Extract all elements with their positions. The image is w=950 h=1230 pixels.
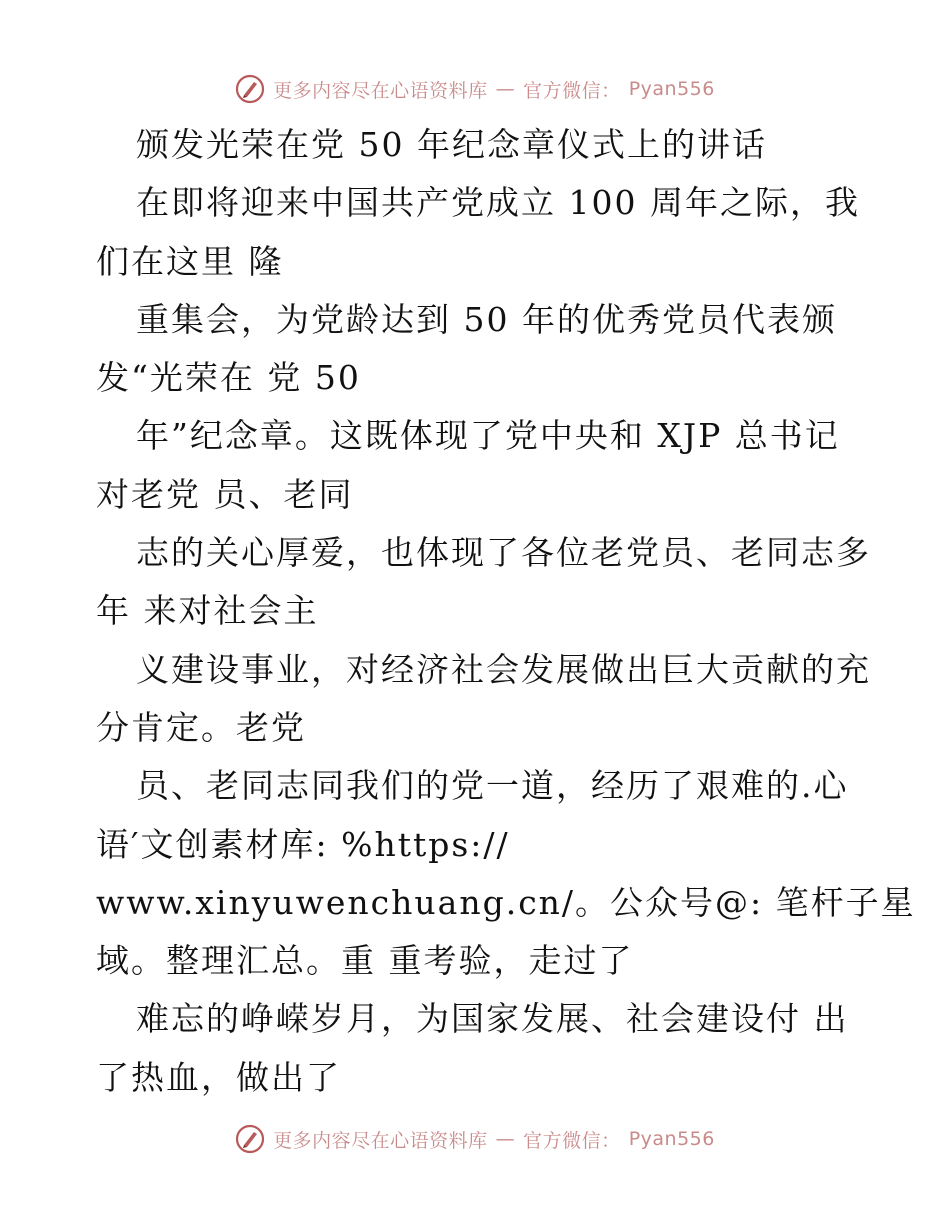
text-line: 域。整理汇总。重 重考验，走过了 xyxy=(96,941,634,981)
watermark-separator: — xyxy=(495,78,516,100)
watermark-brand: 更多内容尽在心语资料库 xyxy=(273,1129,488,1152)
text-line: 语′文创素材库: %https:// xyxy=(96,824,510,864)
watermark-separator: — xyxy=(495,1128,516,1150)
text-line: www.xinyuwenchuang.cn/。公众号@: 笔杆子星 xyxy=(96,882,916,922)
header-watermark xyxy=(0,74,950,104)
watermark-wechat-id: Pyan556 xyxy=(628,78,715,100)
pen-circle-logo-icon xyxy=(235,74,265,104)
text-line: 们在这里 隆 xyxy=(96,241,284,281)
text-line: 志的关心厚爱，也体现了各位老党员、老同志多 xyxy=(136,533,871,573)
text-line: 年”纪念章。这既体现了党中央和 XJP 总书记 xyxy=(136,416,840,456)
footer-watermark xyxy=(0,1124,950,1154)
text-line: 了热血，做出了 xyxy=(96,1057,341,1097)
text-line: 发“光荣在 党 50 xyxy=(96,358,361,398)
text-line: 难忘的峥嵘岁月，为国家发展、社会建设付 出 xyxy=(136,999,849,1039)
text-line: 员、老同志同我们的党一道，经历了艰难的.心 xyxy=(136,766,849,806)
watermark-wechat-id: Pyan556 xyxy=(628,1128,715,1150)
watermark-wechat-label: 官方微信： xyxy=(523,1129,621,1152)
text-line: 义建设事业，对经济社会发展做出巨大贡献的充 xyxy=(136,649,871,689)
text-line: 颁发光荣在党 50 年纪念章仪式上的讲话 xyxy=(136,125,767,164)
text-line: 年 来对社会主 xyxy=(96,591,319,631)
text-line: 对老党 员、老同 xyxy=(96,474,354,514)
pen-circle-logo-icon xyxy=(235,1124,265,1154)
watermark-wechat-label: 官方微信： xyxy=(523,79,621,102)
text-line: 在即将迎来中国共产党成立 100 周年之际，我 xyxy=(136,183,860,223)
watermark-brand: 更多内容尽在心语资料库 xyxy=(273,79,488,102)
text-line: 分肯定。老党 xyxy=(96,707,306,747)
text-line: 重集会，为党龄达到 50 年的优秀党员代表颁 xyxy=(136,299,837,339)
document-body xyxy=(96,116,916,1107)
